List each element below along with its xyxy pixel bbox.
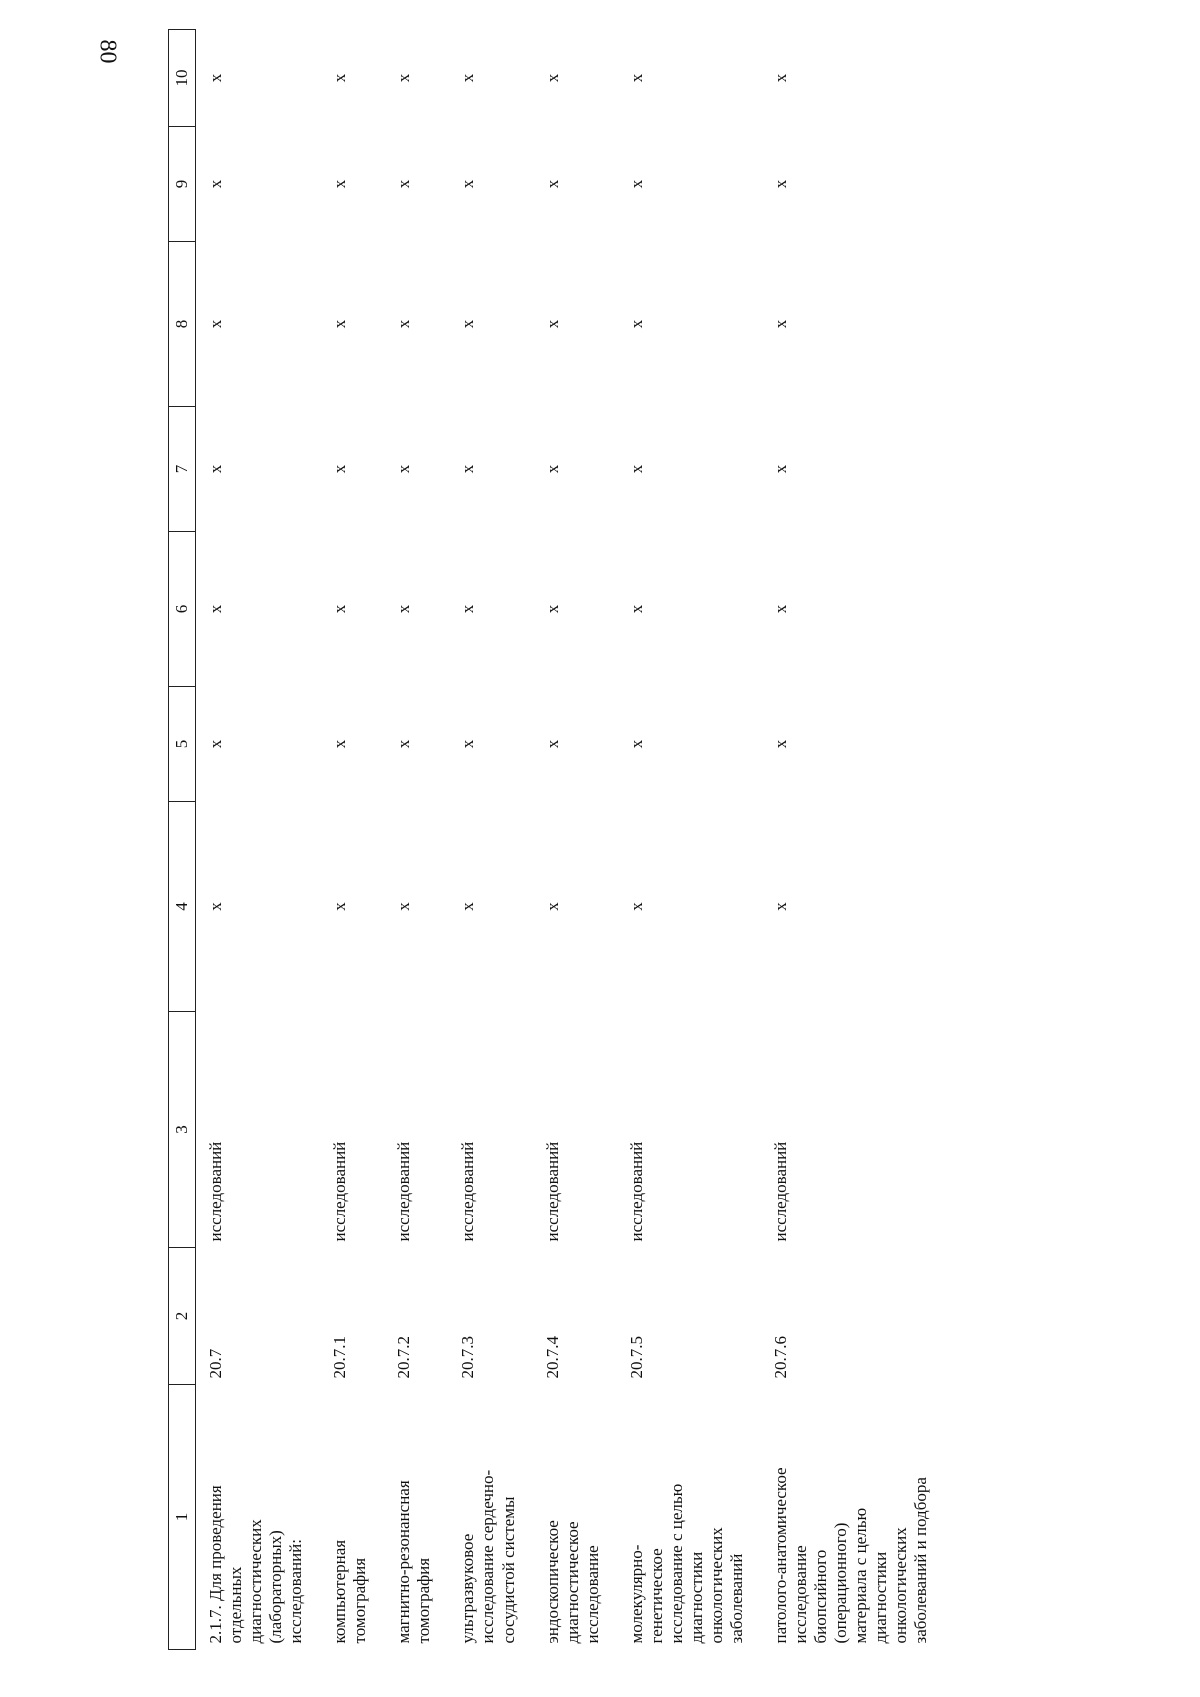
- row-value-cell: х: [394, 179, 414, 189]
- row-value-cell: х: [206, 73, 225, 83]
- row-value-cell: х: [770, 179, 790, 189]
- column-header: 9: [169, 127, 196, 242]
- row-name-line: магнитно-резонансная: [394, 1480, 414, 1644]
- row-code-cell: 20.7.1: [330, 1336, 350, 1379]
- row-value-cell: х: [206, 739, 225, 749]
- column-header: 2: [169, 1248, 196, 1385]
- row-value-cell: х: [458, 604, 478, 614]
- row-value-cell: х: [770, 604, 790, 614]
- table-row: [320, 30, 384, 1650]
- row-value-cell: х: [394, 604, 414, 614]
- header-row: [169, 30, 196, 1650]
- row-value-cell: х: [458, 73, 478, 83]
- table-row: [448, 30, 532, 1650]
- row-code-cell: 20.7: [206, 1348, 225, 1379]
- row-unit-cell: исследований: [626, 1141, 646, 1242]
- table-body: [196, 30, 936, 1650]
- row-name-line: исследований:: [286, 1538, 306, 1644]
- row-value-cell: х: [330, 319, 350, 329]
- row-name-cell: [196, 1385, 321, 1650]
- row-unit-cell: исследований: [330, 1141, 350, 1242]
- row-name-line: томография: [350, 1557, 370, 1644]
- row-value-cell: х: [770, 319, 790, 329]
- row-value-cell: х: [458, 464, 478, 474]
- row-value-cell: х: [542, 464, 562, 474]
- row-name-line: диагностики: [686, 1551, 706, 1644]
- row-name-line: онкологических: [706, 1527, 726, 1644]
- row-value-cell: х: [626, 73, 646, 83]
- row-value-cell: х: [394, 73, 414, 83]
- row-value-cell: х: [330, 73, 350, 83]
- row-name-line: заболеваний и подбора: [911, 1477, 931, 1644]
- row-value-cell: х: [330, 179, 350, 189]
- row-value-cell: х: [770, 902, 790, 911]
- row-value-cell: х: [626, 464, 646, 474]
- row-value-cell: х: [542, 902, 562, 911]
- table-row: [533, 30, 617, 1650]
- row-name-line: исследование: [582, 1545, 602, 1644]
- row-name-line: материала с целью: [851, 1507, 871, 1644]
- row-value-cell: х: [206, 902, 225, 911]
- row-value-cell: х: [542, 739, 562, 749]
- row-value-cell: х: [770, 464, 790, 474]
- row-value-cell: х: [394, 319, 414, 329]
- row-code-cell: 20.7.2: [394, 1336, 414, 1379]
- row-value-cell: х: [394, 739, 414, 749]
- row-name-line: (лабораторных): [266, 1530, 286, 1644]
- row-name-line: диагностических: [246, 1519, 266, 1644]
- rotated-table-container: [168, 30, 948, 1650]
- row-value-cell: х: [626, 319, 646, 329]
- row-value-cell: х: [330, 604, 350, 614]
- row-name-line: заболеваний: [726, 1553, 746, 1644]
- row-name-line: биопсийного: [811, 1549, 831, 1644]
- row-value-cell: х: [542, 179, 562, 189]
- row-name-line: исследование с целью: [666, 1483, 686, 1644]
- table-row: [196, 30, 321, 1650]
- row-value-cell: х: [458, 179, 478, 189]
- row-value-cell: х: [206, 464, 225, 474]
- data-table: [168, 29, 935, 1650]
- row-code-cell: 20.7.3: [458, 1336, 478, 1379]
- row-code-cell: 20.7.5: [626, 1336, 646, 1379]
- row-name-line: компьютерная: [330, 1539, 350, 1644]
- row-code-cell: 20.7.4: [542, 1336, 562, 1379]
- column-header: 8: [169, 242, 196, 407]
- row-value-cell: х: [542, 319, 562, 329]
- page-number: 80: [94, 39, 121, 64]
- column-header: 3: [169, 1012, 196, 1248]
- row-name-line: томография: [414, 1557, 434, 1644]
- row-value-cell: х: [394, 902, 414, 911]
- row-value-cell: х: [458, 902, 478, 911]
- row-name-cell: [761, 1385, 935, 1650]
- row-name-line: 2.1.7. Для проведения: [206, 1485, 225, 1644]
- row-unit-cell: исследований: [206, 1141, 225, 1242]
- row-value-cell: х: [330, 902, 350, 911]
- table-row: [617, 30, 761, 1650]
- row-name-cell: [384, 1385, 448, 1650]
- column-header: 4: [169, 802, 196, 1012]
- row-value-cell: х: [626, 604, 646, 614]
- table-row: [761, 30, 935, 1650]
- row-value-cell: х: [542, 604, 562, 614]
- table-row: [384, 30, 448, 1650]
- row-name-line: сосудистой системы: [498, 1496, 518, 1644]
- column-header: 6: [169, 532, 196, 687]
- row-value-cell: х: [626, 902, 646, 911]
- row-name-line: онкологических: [891, 1527, 911, 1644]
- row-value-cell: х: [626, 739, 646, 749]
- row-unit-cell: исследований: [770, 1141, 790, 1242]
- row-value-cell: х: [206, 319, 225, 329]
- row-name-line: диагностики: [871, 1551, 891, 1644]
- row-name-line: эндоскопическое: [542, 1520, 562, 1644]
- row-value-cell: х: [330, 739, 350, 749]
- row-name-line: генетическое: [646, 1548, 666, 1644]
- row-name-cell: [533, 1385, 617, 1650]
- row-name-line: исследование: [791, 1545, 811, 1644]
- row-name-line: (операционного): [831, 1522, 851, 1644]
- column-header: 7: [169, 407, 196, 532]
- column-header: 5: [169, 687, 196, 802]
- row-unit-cell: исследований: [542, 1141, 562, 1242]
- column-header: 1: [169, 1385, 196, 1650]
- row-value-cell: х: [394, 464, 414, 474]
- row-value-cell: х: [770, 73, 790, 83]
- row-name-cell: [320, 1385, 384, 1650]
- row-value-cell: х: [458, 319, 478, 329]
- row-value-cell: х: [458, 739, 478, 749]
- row-name-cell: [448, 1385, 532, 1650]
- row-value-cell: х: [206, 604, 225, 614]
- row-name-cell: [617, 1385, 761, 1650]
- row-unit-cell: исследований: [458, 1141, 478, 1242]
- row-name-line: молекулярно-: [626, 1544, 646, 1644]
- row-name-line: исследование сердечно-: [478, 1469, 498, 1644]
- row-value-cell: х: [206, 179, 225, 189]
- row-name-line: патолого-анатомическое: [770, 1467, 790, 1644]
- row-value-cell: х: [330, 464, 350, 474]
- row-code-cell: 20.7.6: [770, 1336, 790, 1379]
- row-name-line: отдельных: [226, 1566, 246, 1644]
- row-unit-cell: исследований: [394, 1141, 414, 1242]
- row-name-line: диагностическое: [562, 1521, 582, 1644]
- row-value-cell: х: [542, 73, 562, 83]
- row-name-line: ультразвуковое: [458, 1533, 478, 1644]
- column-header: 10: [169, 30, 196, 127]
- row-value-cell: х: [626, 179, 646, 189]
- row-value-cell: х: [770, 739, 790, 749]
